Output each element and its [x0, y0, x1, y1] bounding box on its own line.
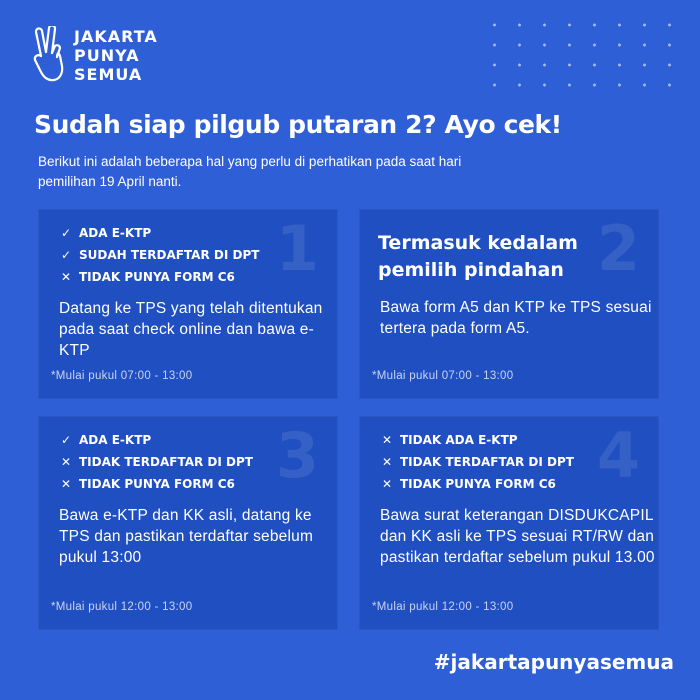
time-note: *Mulai pukul 12:00 - 13:00: [372, 601, 514, 613]
cross-icon: ✕: [61, 477, 72, 491]
cross-icon: ✕: [61, 270, 72, 284]
raised-hand-two-fingers-icon: [32, 26, 66, 84]
cross-icon: ✕: [61, 455, 72, 469]
card-number: 4: [596, 419, 640, 492]
checklist-label: TIDAK PUNYA FORM C6: [79, 477, 235, 491]
brand-name-line1: JAKARTA: [74, 26, 158, 46]
time-note: *Mulai pukul 12:00 - 13:00: [51, 601, 193, 613]
checklist-label: ADA E-KTP: [79, 433, 152, 447]
card-instructions: Bawa form A5 dan KTP ke TPS sesuai tertera pada form A5.: [380, 299, 652, 337]
checklist-label: ADA E-KTP: [79, 226, 152, 240]
check-icon: ✓: [61, 226, 72, 240]
decorative-dot-grid: [482, 15, 682, 95]
info-card-4: [359, 416, 659, 630]
card-instructions: Bawa surat keterangan DISDUKCAPIL dan KK asli ke TPS sesuai RT/RW dan pastikan terdaftar sebelum pukul 13.00: [380, 507, 655, 566]
time-note: *Mulai pukul 07:00 - 13:00: [372, 370, 514, 382]
card-number: 3: [275, 419, 319, 492]
hashtag: #jakartapunyasemua: [433, 650, 674, 674]
checklist-label: SUDAH TERDAFTAR DI DPT: [79, 248, 260, 262]
info-card-1: [38, 209, 338, 399]
intro-text: Berikut ini adalah beberapa hal yang perlu di perhatikan pada saat hari pemilihan 19 April nanti.: [38, 154, 462, 189]
card-number: 2: [596, 212, 640, 285]
check-icon: ✓: [61, 248, 72, 262]
info-card-2: [359, 209, 659, 399]
cross-icon: ✕: [382, 477, 393, 491]
card-number: 1: [275, 212, 319, 285]
card-instructions: Bawa e-KTP dan KK asli, datang ke TPS dan pastikan terdaftar sebelum pukul 13:00: [59, 507, 314, 566]
brand-name: [74, 27, 158, 84]
cross-icon: ✕: [382, 433, 393, 447]
time-note: *Mulai pukul 07:00 - 13:00: [51, 370, 193, 382]
page-headline: Sudah siap pilgub putaran 2? Ayo cek!: [34, 110, 562, 139]
info-card-3: [38, 416, 338, 630]
brand-name-line3: SEMUA: [74, 64, 143, 84]
card-title: Termasuk kedalam pemilih pindahan: [378, 232, 578, 281]
checklist-label: TIDAK TERDAFTAR DI DPT: [400, 455, 574, 469]
checklist-label: TIDAK TERDAFTAR DI DPT: [79, 455, 253, 469]
checklist-label: TIDAK ADA E-KTP: [400, 433, 518, 447]
brand-name-line2: PUNYA: [74, 45, 140, 65]
cross-icon: ✕: [382, 455, 393, 469]
brand-logo: [32, 26, 158, 84]
check-icon: ✓: [61, 433, 72, 447]
checklist-label: TIDAK PUNYA FORM C6: [400, 477, 556, 491]
checklist-label: TIDAK PUNYA FORM C6: [79, 270, 235, 284]
card-instructions: Datang ke TPS yang telah ditentukan pada saat check online dan bawa e-KTP: [59, 300, 323, 359]
